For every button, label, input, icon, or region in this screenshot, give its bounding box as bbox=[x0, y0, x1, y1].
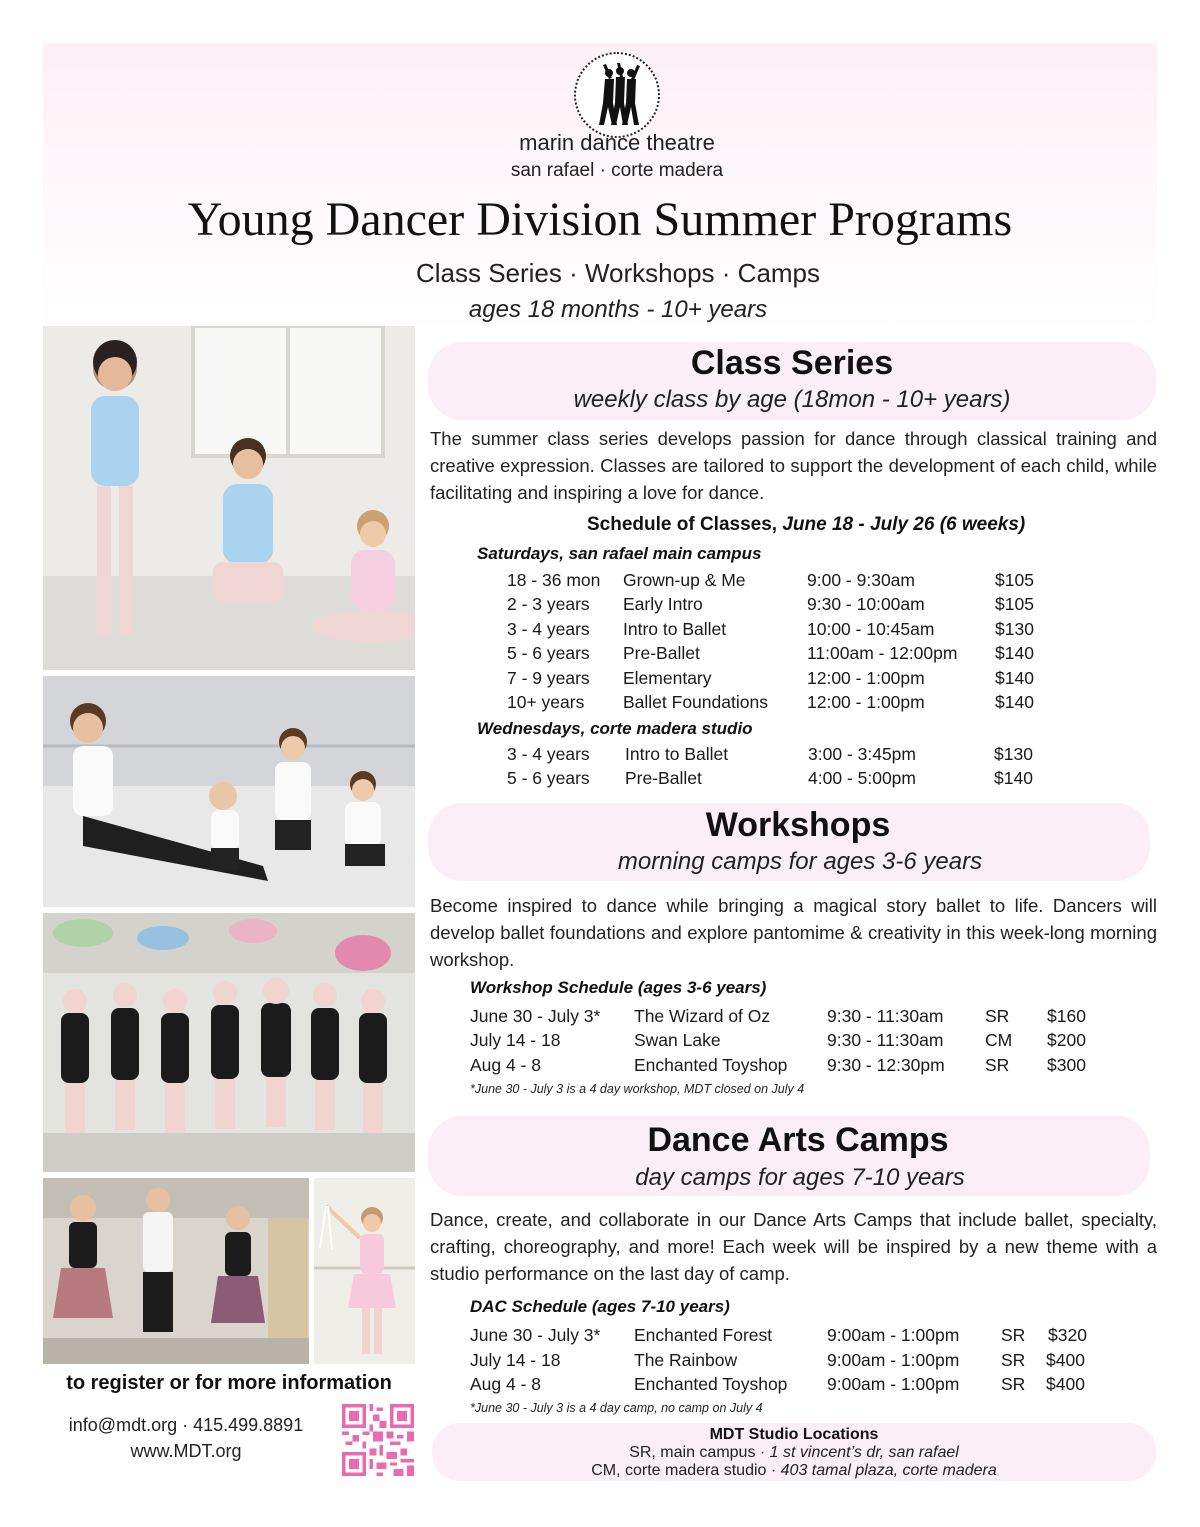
brand-locations: san rafael · corte madera bbox=[510, 160, 724, 181]
location-sr: SR, main campus · 1 st vincent’s dr, san rafael bbox=[629, 1444, 959, 1461]
workshop-schedule-title: Workshop Schedule (ages 3-6 years) bbox=[470, 978, 767, 997]
page-subtitle: Class Series · Workshops · Camps bbox=[415, 258, 821, 288]
class-series-title: Class Series bbox=[690, 344, 894, 382]
contact-email-phone[interactable]: info@mdt.org · 415.499.8891 bbox=[68, 1415, 304, 1435]
locations-title: MDT Studio Locations bbox=[709, 1426, 879, 1443]
age-range: ages 18 months - 10+ years bbox=[468, 296, 768, 323]
location-cm: CM, corte madera studio · 403 tamal plaza, corte madera bbox=[591, 1462, 997, 1479]
wednesdays-label: Wednesdays, corte madera studio bbox=[477, 719, 753, 738]
dancers-logo-icon bbox=[574, 52, 660, 138]
photo-girls-posing bbox=[43, 326, 415, 670]
photo-jumping-dancers bbox=[43, 913, 415, 1172]
class-series-subtitle: weekly class by age (18mon - 10+ years) bbox=[573, 386, 1011, 413]
page-title: Young Dancer Division Summer Programs bbox=[187, 193, 1013, 246]
camps-description: Dance, create, and collaborate in our Dance Arts Camps that include ballet, specialty, crafting, choreography, and more! Each week will be inspired by a new theme with a studio performance on the last day of camp. bbox=[430, 1209, 1157, 1284]
workshop-note: *June 30 - July 3 is a 4 day workshop, MDT closed on July 4 bbox=[470, 1082, 805, 1096]
camps-subtitle: day camps for ages 7-10 years bbox=[635, 1164, 965, 1191]
photo-performance bbox=[43, 1178, 309, 1364]
brand-name: marin dance theatre bbox=[519, 130, 715, 155]
qr-code-icon[interactable] bbox=[342, 1404, 414, 1476]
photo-boys-stretching bbox=[43, 676, 415, 907]
class-schedule-title: Schedule of Classes, June 18 - July 26 (6 weeks) bbox=[587, 514, 1026, 535]
camps-title: Dance Arts Camps bbox=[647, 1121, 949, 1159]
workshops-description: Become inspired to dance while bringing a magical story ballet to life. Dancers will develop ballet foundations and explore pantomime & creativity in this week-long morning workshop. bbox=[430, 895, 1157, 970]
class-series-description: The summer class series develops passion for dance through classical training and creative expression. Classes are tailored to support the development of each child, while facilitating and inspiring a love for dance. bbox=[430, 428, 1157, 503]
workshops-title: Workshops bbox=[705, 806, 891, 844]
website-link[interactable]: www.MDT.org bbox=[130, 1441, 242, 1461]
dac-schedule-title: DAC Schedule (ages 7-10 years) bbox=[470, 1297, 730, 1316]
register-heading: to register or for more information bbox=[66, 1372, 392, 1394]
photo-girl-pink bbox=[314, 1178, 415, 1364]
saturdays-label: Saturdays, san rafael main campus bbox=[477, 544, 762, 563]
workshops-subtitle: morning camps for ages 3-6 years bbox=[617, 848, 983, 875]
camps-note: *June 30 - July 3 is a 4 day camp, no camp on July 4 bbox=[470, 1401, 763, 1415]
